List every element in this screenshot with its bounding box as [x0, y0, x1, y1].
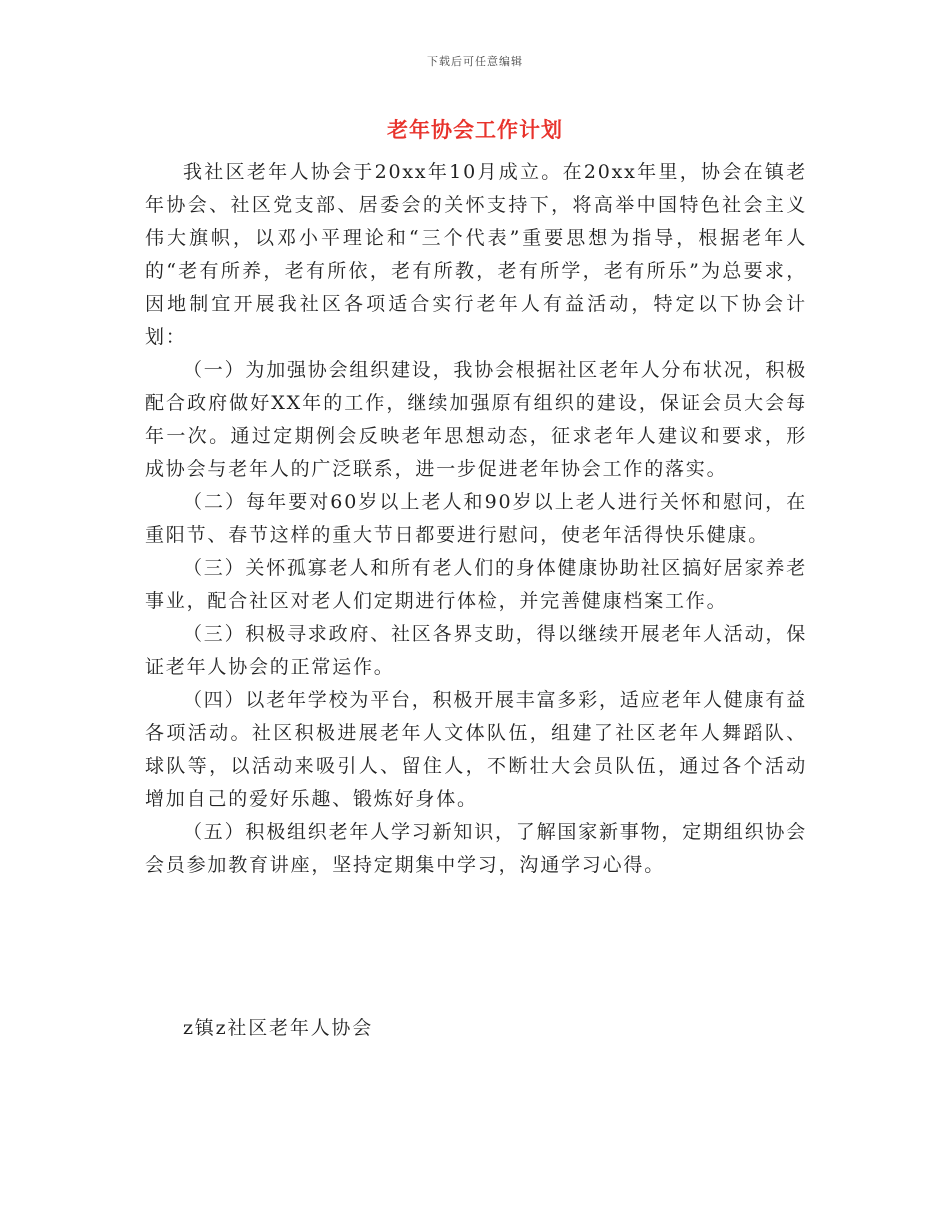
signature: z镇z社区老年人协会 [183, 1017, 374, 1039]
paragraph-intro: 我社区老年人协会于20xx年10月成立。在20xx年里，协会在镇老年协会、社区党支部、居委会的关怀支持下，将高举中国特色社会主义伟大旗帜，以邓小平理论和“三个代表”重要思想为指导，根据老年人的“老有所养，老有所依，老有所教，老有所学，老有所乐”为总要求，因地制宜开展我社区各项适合实行老年人有益活动，特定以下协会计划： [145, 161, 807, 348]
paragraph-item-2: （二）每年要对60岁以上老人和90岁以上老人进行关怀和慰问，在重阳节、春节这样的重大节日都要进行慰问，使老年活得快乐健康。 [145, 491, 807, 546]
paragraph-item-3b: （三）积极寻求政府、社区各界支助，得以继续开展老年人活动，保证老年人协会的正常运作。 [145, 623, 808, 678]
paragraph-item-1: （一）为加强协会组织建设，我协会根据社区老年人分布状况，积极配合政府做好XX年的工作，继续加强原有组织的建设，保证会员大会每年一次。通过定期例会反映老年思想动态，征求老年人建议和要求，形成协会与老年人的广泛联系，进一步促进老年协会工作的落实。 [145, 359, 808, 480]
document-body [145, 156, 807, 882]
document-title: 老年协会工作计划 [387, 117, 563, 142]
header-note: 下载后可任意编辑 [427, 55, 523, 68]
paragraph-item-5: （五）积极组织老年人学习新知识，了解国家新事物，定期组织协会会员参加教育讲座，坚持定期集中学习，沟通学习心得。 [145, 821, 808, 876]
paragraph-item-3a: （三）关怀孤寡老人和所有老人们的身体健康协助社区搞好居家养老事业，配合社区对老人们定期进行体检，并完善健康档案工作。 [145, 557, 808, 612]
paragraph-item-4: （四）以老年学校为平台，积极开展丰富多彩，适应老年人健康有益各项活动。社区积极进展老年人文体队伍，组建了社区老年人舞蹈队、球队等，以活动来吸引人、留住人，不断壮大会员队伍，通过各个活动增加自己的爱好乐趣、锻炼好身体。 [145, 689, 808, 810]
